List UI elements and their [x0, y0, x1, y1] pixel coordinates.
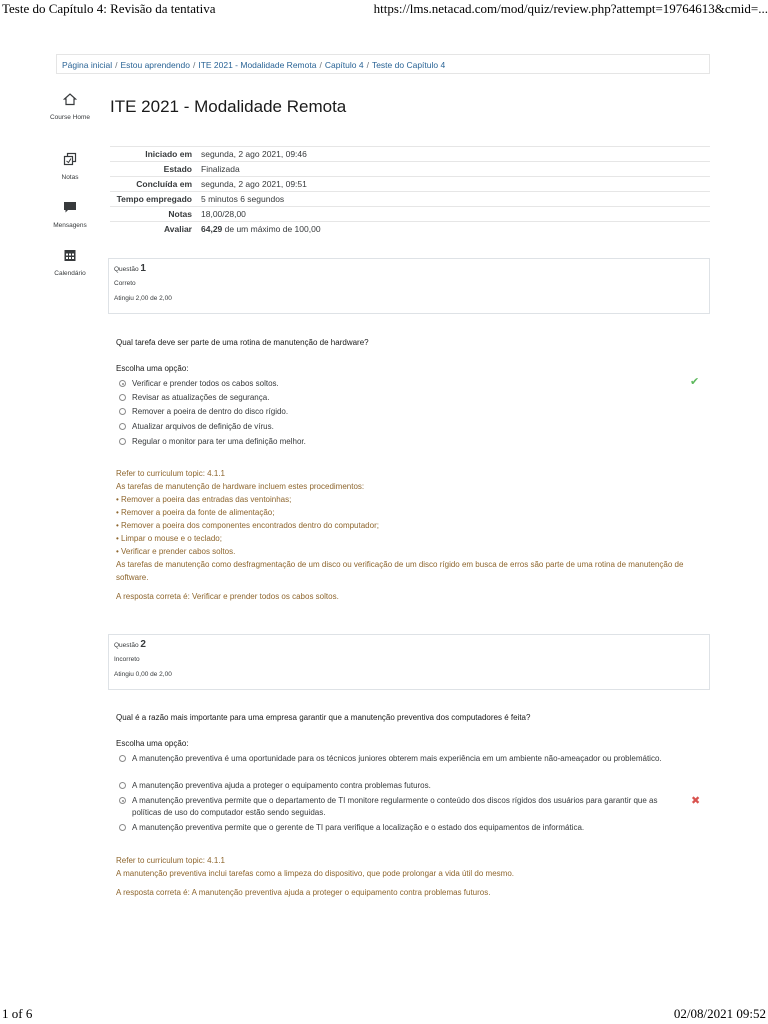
breadcrumb-course[interactable]: ITE 2021 - Modalidade Remota: [198, 60, 317, 70]
question-info-box: [108, 258, 710, 314]
question-number: [114, 639, 704, 650]
summary-key: Tempo empregado: [110, 192, 197, 207]
question-grade: Atingiu 2,00 de 2,00: [114, 295, 172, 302]
summary-value: Finalizada: [197, 162, 710, 177]
summary-key: Iniciado em: [110, 147, 197, 162]
radio-button[interactable]: [119, 423, 126, 430]
feedback-line: • Remover a poeira da fonte de alimentação;: [116, 508, 275, 517]
answer-option-label: Verificar e prender todos os cabos soltos.: [132, 379, 279, 388]
radio-button[interactable]: [119, 380, 126, 387]
home-icon: [44, 92, 96, 108]
nav-item-label: Calendário: [54, 270, 86, 277]
answer-prompt: Escolha uma opção:: [116, 739, 189, 748]
feedback-line: • Verificar e prender cabos soltos.: [116, 547, 236, 556]
summary-key: Concluída em: [110, 177, 197, 192]
nav-item-label: Mensagens: [53, 222, 87, 229]
answer-option[interactable]: [119, 436, 679, 448]
attempt-summary: [110, 146, 710, 236]
answer-prompt: Escolha uma opção:: [116, 364, 189, 373]
answer-option[interactable]: [119, 421, 679, 433]
answer-option[interactable]: [119, 795, 679, 819]
summary-row: [110, 147, 710, 162]
radio-button[interactable]: [119, 408, 126, 415]
summary-value: segunda, 2 ago 2021, 09:46: [197, 147, 710, 162]
radio-button[interactable]: [119, 824, 126, 831]
nav-item-label: Course Home: [49, 114, 91, 121]
question-state: Incorreto: [114, 656, 140, 663]
answer-option[interactable]: [119, 392, 679, 404]
feedback-line: • Remover a poeira dos componentes encontrados dentro do computador;: [116, 521, 379, 530]
nav-item-messages[interactable]: [44, 200, 96, 232]
nav-item-label: Notas: [61, 174, 79, 181]
breadcrumb: [56, 54, 710, 74]
question-text: Qual é a razão mais importante para uma empresa garantir que a manutenção preventiva dos computadores é feita?: [116, 713, 531, 722]
breadcrumb-separator: /: [192, 60, 196, 70]
answer-option-label: Atualizar arquivos de definição de vírus.: [132, 422, 274, 431]
answer-option[interactable]: [119, 378, 679, 390]
summary-key: Estado: [110, 162, 197, 177]
breadcrumb-home[interactable]: Página inicial: [62, 60, 113, 70]
nav-item-course-home[interactable]: [44, 92, 96, 124]
answer-option-label: Regular o monitor para ter uma definição melhor.: [132, 437, 306, 446]
answer-option-label: A manutenção preventiva é uma oportunidade para os técnicos juniores obterem mais experiência em um ambiente não-ameaçador ou problemático.: [132, 754, 662, 763]
print-datetime: 02/08/2021 09:52: [673, 1006, 766, 1021]
summary-value: [197, 222, 710, 237]
radio-button[interactable]: [119, 797, 126, 804]
feedback-line: A manutenção preventiva inclui tarefas como a limpeza do dispositivo, que pode prolongar a vida útil do mesmo.: [116, 869, 515, 878]
grades-icon: [44, 152, 96, 168]
right-answer: A resposta correta é: Verificar e prender todos os cabos soltos.: [116, 592, 339, 601]
answer-option[interactable]: [119, 753, 679, 765]
summary-value: 5 minutos 6 segundos: [197, 192, 710, 207]
answer-option-label: A manutenção preventiva permite que o gerente de TI para verifique a localização e o estado dos equipamentos de informática.: [132, 823, 585, 832]
summary-row: [110, 207, 710, 222]
answer-option[interactable]: [119, 822, 679, 834]
correct-check-icon: ✔: [690, 376, 700, 388]
messages-icon: [44, 200, 96, 216]
print-page-url: https://lms.netacad.com/mod/quiz/review.php?attempt=19764613&cmid=...: [373, 1, 768, 16]
print-page-title: Teste do Capítulo 4: Revisão da tentativa: [2, 1, 216, 16]
answer-option-label: A manutenção preventiva ajuda a proteger o equipamento contra problemas futuros.: [132, 781, 431, 790]
radio-button[interactable]: [119, 394, 126, 401]
summary-value: segunda, 2 ago 2021, 09:51: [197, 177, 710, 192]
page-title: ITE 2021 - Modalidade Remota: [110, 97, 347, 116]
question-feedback: [116, 467, 706, 603]
question-label: Questão: [114, 642, 139, 649]
nav-item-grades[interactable]: [44, 152, 96, 184]
breadcrumb-separator: /: [366, 60, 369, 70]
question-number-value: 2: [140, 639, 146, 650]
breadcrumb-separator: /: [319, 60, 322, 70]
answer-option-label: A manutenção preventiva permite que o departamento de TI monitore regularmente o conteúdo dos discos rígidos dos usuários para garantir que as políticas de uso do computador estão sendo seguidas.: [132, 796, 658, 817]
breadcrumb-quiz[interactable]: Teste do Capítulo 4: [371, 60, 446, 70]
print-page-number: 1 of 6: [2, 1006, 33, 1021]
answer-option[interactable]: [119, 780, 679, 792]
summary-row: [110, 222, 710, 237]
summary-value: 18,00/28,00: [197, 207, 710, 222]
radio-button[interactable]: [119, 755, 126, 762]
feedback-line: As tarefas de manutenção de hardware incluem estes procedimentos:: [116, 482, 365, 491]
print-footer: [0, 1004, 768, 1024]
summary-row: [110, 162, 710, 177]
summary-key: Avaliar: [110, 222, 197, 237]
radio-button[interactable]: [119, 438, 126, 445]
print-header: [0, 0, 768, 20]
score-max: de um máximo de 100,00: [222, 224, 321, 234]
right-answer: A resposta correta é: A manutenção preventiva ajuda a proteger o equipamento contra problemas futuros.: [116, 888, 491, 897]
question-info-box: [108, 634, 710, 690]
question-feedback: [116, 854, 706, 899]
nav-item-calendar[interactable]: [44, 248, 96, 280]
answer-option-label: Remover a poeira de dentro do disco rígido.: [132, 407, 289, 416]
breadcrumb-separator: /: [115, 60, 118, 70]
calendar-icon: [44, 248, 96, 264]
question-state: Correto: [114, 280, 136, 287]
question-number: [114, 263, 704, 274]
summary-row: [110, 192, 710, 207]
radio-button[interactable]: [119, 782, 126, 789]
feedback-line: • Remover a poeira das entradas das ventoinhas;: [116, 495, 292, 504]
breadcrumb-chapter[interactable]: Capítulo 4: [324, 60, 364, 70]
question-grade: Atingiu 0,00 de 2,00: [114, 671, 172, 678]
score-value: 64,29: [201, 224, 223, 234]
feedback-line: As tarefas de manutenção como desfragmentação de um disco ou verificação de um disco rígido em busca de erros são parte de uma rotina de manutenção de software.: [116, 560, 684, 582]
feedback-line: Refer to curriculum topic: 4.1.1: [116, 856, 225, 865]
summary-key: Notas: [110, 207, 197, 222]
incorrect-cross-icon: ✖: [691, 795, 701, 807]
question-number-value: 1: [140, 263, 146, 274]
summary-row: [110, 177, 710, 192]
answer-option[interactable]: [119, 406, 679, 418]
breadcrumb-my-learning[interactable]: Estou aprendendo: [120, 60, 190, 70]
question-text: Qual tarefa deve ser parte de uma rotina de manutenção de hardware?: [116, 338, 369, 347]
feedback-line: Refer to curriculum topic: 4.1.1: [116, 469, 225, 478]
feedback-line: • Limpar o mouse e o teclado;: [116, 534, 222, 543]
question-label: Questão: [114, 266, 139, 273]
answer-option-label: Revisar as atualizações de segurança.: [132, 393, 270, 402]
